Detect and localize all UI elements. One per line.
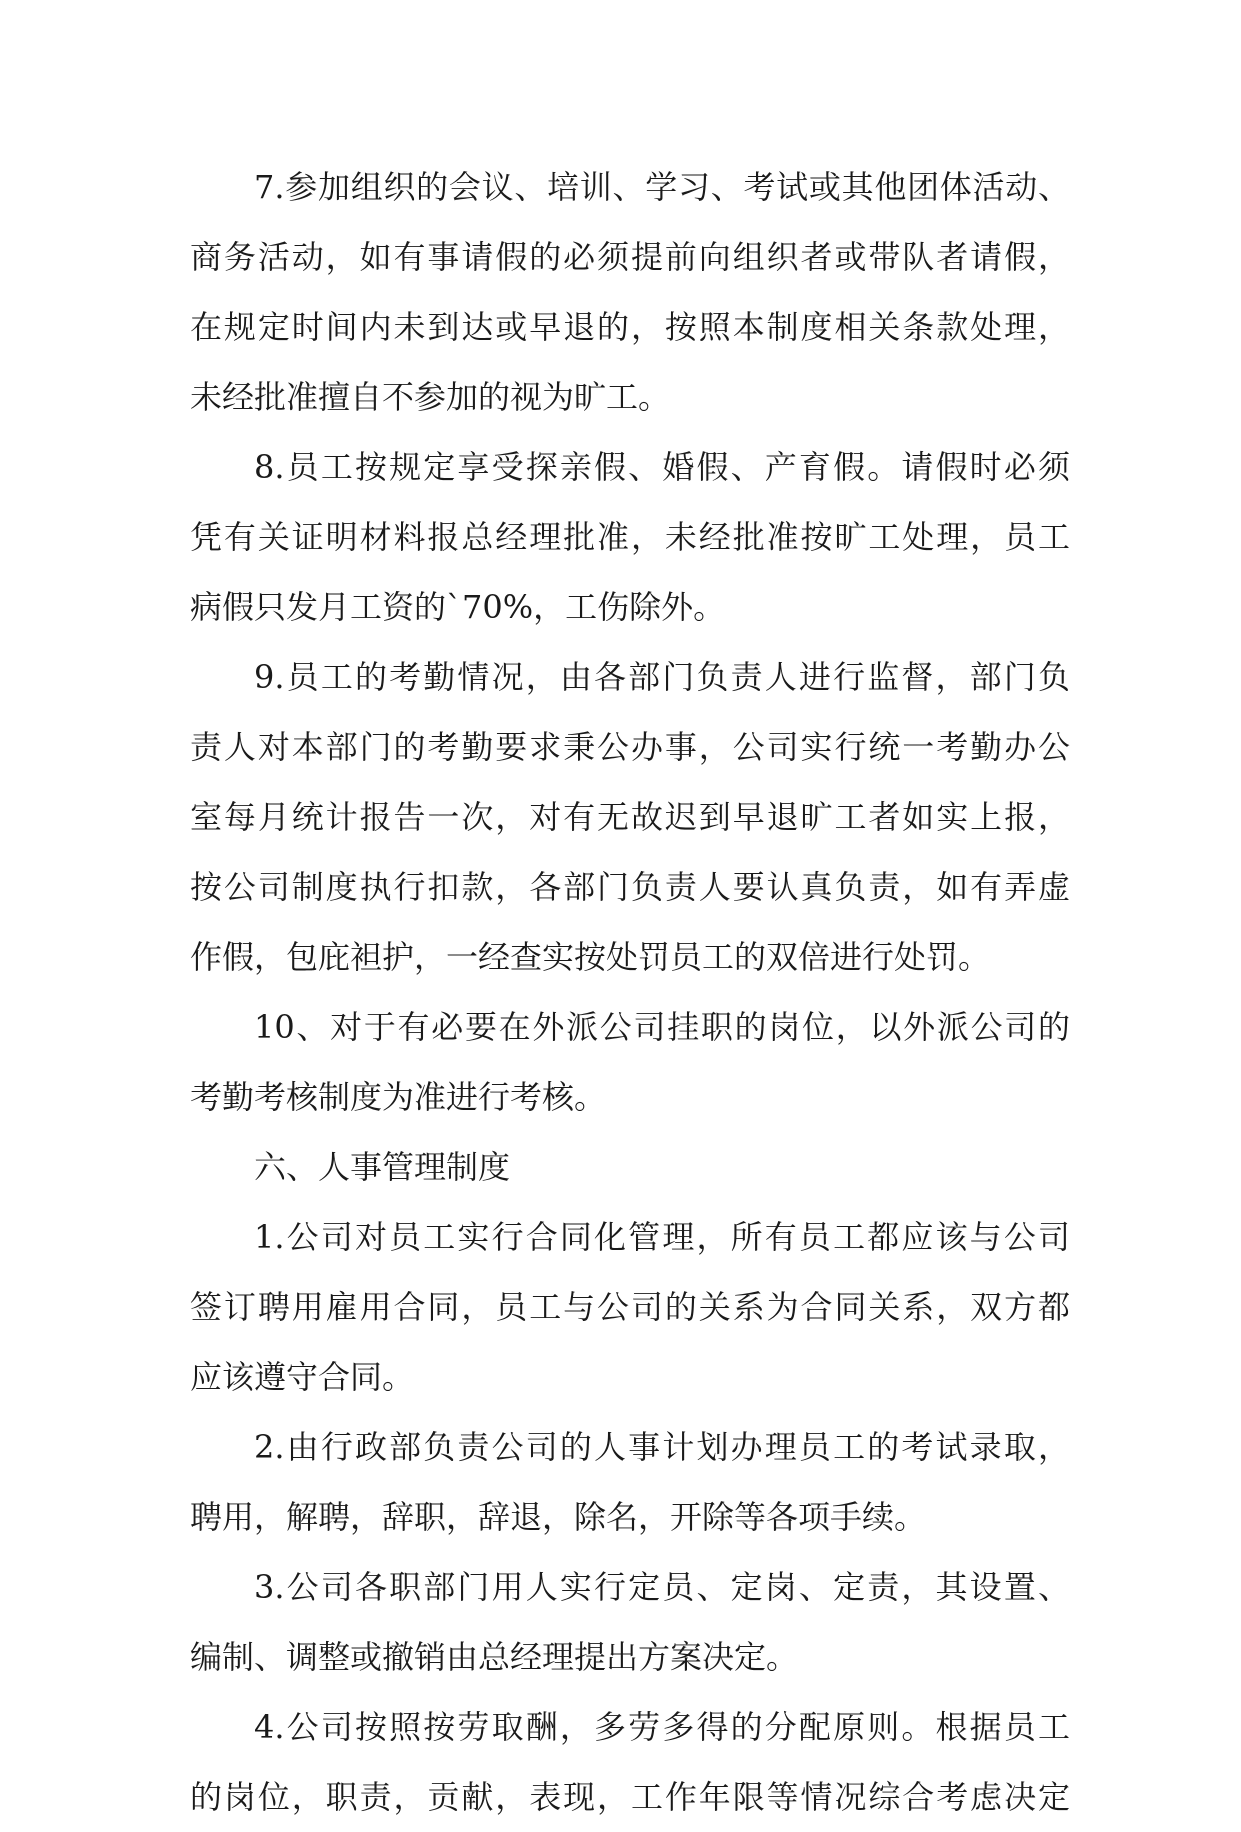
text-line: 未经批准擅自不参加的视为旷工。 xyxy=(190,378,671,416)
text-line: 室每月统计报告一次，对有无故迟到早退旷工者如实上报， xyxy=(190,798,1070,836)
text-line: 2.由行政部负责公司的人事计划办理员工的考试录取， xyxy=(254,1428,1070,1466)
text-line: 聘用，解聘，辞职，辞退，除名，开除等各项手续。 xyxy=(190,1498,927,1536)
text-line: 考勤考核制度为准进行考核。 xyxy=(190,1078,607,1116)
text-line: 病假只发月工资的`70%，工伤除外。 xyxy=(190,588,726,626)
text-line: 商务活动，如有事请假的必须提前向组织者或带队者请假， xyxy=(190,238,1070,276)
text-line: 编制、调整或撤销由总经理提出方案决定。 xyxy=(190,1638,799,1676)
text-line: 在规定时间内未到达或早退的，按照本制度相关条款处理， xyxy=(190,308,1070,346)
text-line: 签订聘用雇用合同，员工与公司的关系为合同关系，双方都 xyxy=(190,1288,1070,1326)
document-body xyxy=(190,152,1070,1832)
text-line: 9.员工的考勤情况，由各部门负责人进行监督，部门负 xyxy=(254,658,1070,696)
text-line: 10、对于有必要在外派公司挂职的岗位，以外派公司的 xyxy=(254,1008,1070,1046)
section-heading: 六、人事管理制度 xyxy=(254,1148,511,1186)
text-line: 应该遵守合同。 xyxy=(190,1358,415,1396)
text-line: 1.公司对员工实行合同化管理，所有员工都应该与公司 xyxy=(254,1218,1070,1256)
text-line: 按公司制度执行扣款，各部门负责人要认真负责，如有弄虚 xyxy=(190,868,1070,906)
text-line: 责人对本部门的考勤要求秉公办事，公司实行统一考勤办公 xyxy=(190,728,1070,766)
text-line: 凭有关证明材料报总经理批准，未经批准按旷工处理，员工 xyxy=(190,518,1070,556)
text-line: 4.公司按照按劳取酬，多劳多得的分配原则。根据员工 xyxy=(254,1708,1070,1746)
text-line: 作假，包庇袒护，一经查实按处罚员工的双倍进行处罚。 xyxy=(190,938,991,976)
text-line: 7.参加组织的会议、培训、学习、考试或其他团体活动、 xyxy=(254,168,1070,206)
text-line: 的岗位，职责，贡献，表现，工作年限等情况综合考虑决定 xyxy=(190,1778,1070,1816)
text-line: 3.公司各职部门用人实行定员、定岗、定责，其设置、 xyxy=(254,1568,1070,1606)
text-line: 8.员工按规定享受探亲假、婚假、产育假。请假时必须 xyxy=(254,448,1070,486)
